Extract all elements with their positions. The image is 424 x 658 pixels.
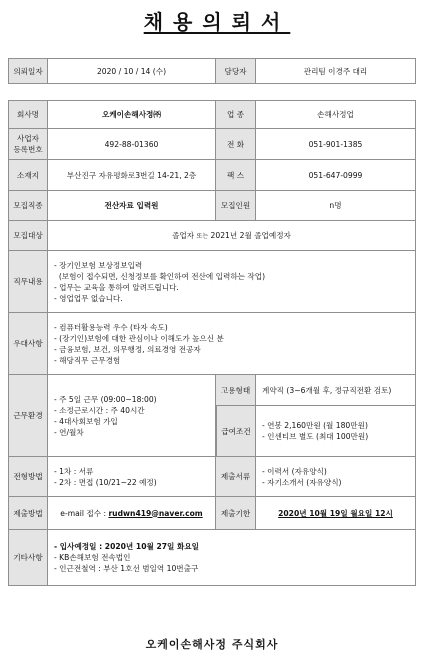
employment-type-label: 고용형태 <box>216 375 256 406</box>
address-value: 부산진구 자유평화로3번길 14-21, 2층 <box>48 160 216 191</box>
phone-value: 051-901-1385 <box>256 129 416 160</box>
preference-list <box>48 313 416 375</box>
documents-list <box>256 457 416 497</box>
request-date: 2020 / 10 / 14 (수) <box>48 58 216 84</box>
duty-list <box>48 251 416 313</box>
deadline-label: 제출기한 <box>216 497 256 530</box>
submit-email-link[interactable]: rudwn419@naver.com <box>108 508 203 518</box>
duty-item: - 장기인보험 보상정보입력 <box>54 260 143 270</box>
industry-value: 손해사정업 <box>256 100 416 129</box>
job-label: 모집직종 <box>8 191 48 221</box>
preference-item: - (장기인)보험에 대한 관심이나 이해도가 높으신 분 <box>54 333 224 343</box>
submit-method-label: 제출방법 <box>8 497 48 530</box>
duty-item: - 영업업무 없습니다. <box>54 293 123 303</box>
target-prefix: 졸업자 <box>172 230 195 240</box>
recruit-form-table <box>8 100 416 586</box>
etc-item: - KB손해보험 전속법인 <box>54 553 131 562</box>
work-env-label: 근무환경 <box>8 375 48 457</box>
fax-value: 051-647-0999 <box>256 160 416 191</box>
submit-method-value <box>48 497 216 530</box>
industry-label: 업 종 <box>216 100 256 129</box>
bizno-value: 492-88-01360 <box>48 129 216 160</box>
etc-list <box>48 530 416 586</box>
deadline-value: 2020년 10월 19일 월요일 12시 <box>256 497 416 530</box>
preference-label: 우대사항 <box>8 313 48 375</box>
etc-label: 기타사항 <box>8 530 48 586</box>
manager-name: 관리팀 이경주 대리 <box>256 58 416 84</box>
request-info-table <box>8 58 416 84</box>
etc-item: - 입사예정일 : 2020년 10월 27일 화요일 <box>54 542 200 551</box>
fax-label: 팩 스 <box>216 160 256 191</box>
target-suffix: 2021년 2월 졸업예정자 <box>210 230 291 240</box>
address-label: 소재지 <box>8 160 48 191</box>
etc-item: - 인근전철역 : 부산 1호선 범일역 10번출구 <box>54 564 199 573</box>
preference-item: - 컴퓨터활용능력 우수 (타자 속도) <box>54 322 168 332</box>
employment-type-value: 계약직 (3~6개월 후, 정규직전환 검토) <box>256 375 416 406</box>
preference-item: - 해당직무 근무경험 <box>54 355 121 365</box>
selection-step: - 2차 : 면접 (10/21~22 예정) <box>54 477 157 487</box>
company-name: 오케이손해사정㈜ <box>48 100 216 129</box>
work-env-list <box>48 375 216 457</box>
work-env-item: - 4대사회보험 가입 <box>54 416 118 426</box>
preference-item: - 금융보험, 보건, 의무행정, 의료경영 전공자 <box>54 344 201 354</box>
headcount-label: 모집인원 <box>216 191 256 221</box>
bizno-label: 사업자 등록번호 <box>8 129 48 160</box>
job-value: 전산자료 입력원 <box>48 191 216 221</box>
target-value <box>48 221 416 251</box>
submit-prefix: e-mail 접수 : <box>60 508 109 518</box>
target-or: 또는 <box>196 232 209 240</box>
work-env-item: - 연/월차 <box>54 427 84 437</box>
duty-label: 직무내용 <box>8 251 48 313</box>
company-name-label: 회사명 <box>8 100 48 129</box>
salary-item: - 인센티브 별도 (최대 100만원) <box>262 432 369 441</box>
manager-label: 담당자 <box>216 58 256 84</box>
work-env-item: - 주 5일 근무 (09:00~18:00) <box>54 394 157 404</box>
documents-label: 제출서류 <box>216 457 256 497</box>
salary-label: 급여조건 <box>216 406 256 457</box>
selection-step: - 1차 : 서류 <box>54 466 94 476</box>
selection-method-label: 전형방법 <box>8 457 48 497</box>
duty-item: (보험이 접수되면, 신청정보를 확인하여 전산에 입력하는 작업) <box>54 271 266 281</box>
salary-list <box>256 406 416 457</box>
document-item: - 자기소개서 (자유양식) <box>262 477 342 487</box>
request-date-label: 의뢰일자 <box>8 58 48 84</box>
target-label: 모집대상 <box>8 221 48 251</box>
document-item: - 이력서 (자유양식) <box>262 466 327 476</box>
phone-label: 전 화 <box>216 129 256 160</box>
duty-item: - 업무는 교육을 통하여 알려드립니다. <box>54 282 179 292</box>
document-title: 채용의뢰서 <box>143 10 291 34</box>
headcount-value: n명 <box>256 191 416 221</box>
selection-steps <box>48 457 216 497</box>
company-signature: 오케이손해사정 주식회사 <box>145 638 279 651</box>
salary-item: - 연봉 2,160만원 (월 180만원) <box>262 421 368 430</box>
work-env-item: - 소정근로시간 : 주 40시간 <box>54 405 145 415</box>
